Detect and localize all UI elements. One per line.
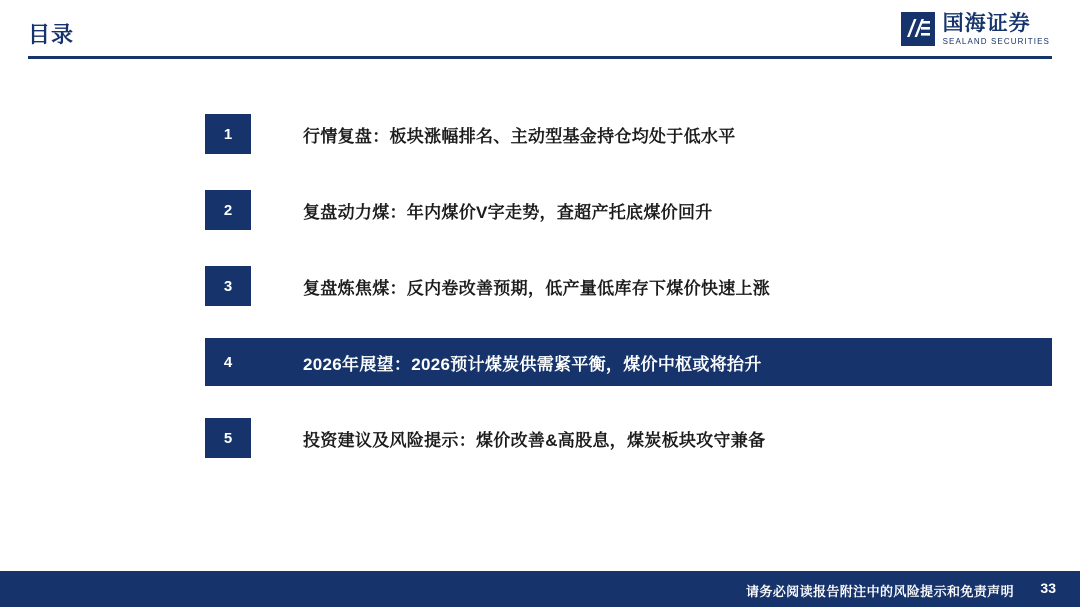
- toc-item-5-label: 投资建议及风险提示：煤价改善&高股息，煤炭板块攻守兼备: [303, 430, 766, 450]
- company-logo: [901, 12, 1050, 46]
- disclaimer-text: 请务必阅读报告附注中的风险提示和免责声明: [745, 584, 1014, 599]
- toc-item-5-number: 5: [205, 418, 251, 458]
- logo-company-name-en: SEALAND SECURITIES: [942, 36, 1050, 46]
- toc-item-1-number: 1: [205, 114, 251, 154]
- toc-item-2-label: 复盘动力煤：年内煤价V字走势，查超产托底煤价回升: [303, 202, 713, 222]
- logo-text: [943, 13, 1050, 46]
- header-divider: [28, 56, 1052, 59]
- logo-company-name-cn: 国海证券: [942, 11, 1031, 35]
- slide-header: [0, 0, 1080, 62]
- sealand-logo-mark-icon: [901, 12, 935, 46]
- toc-item-1-label: 行情复盘：板块涨幅排名、主动型基金持仓均处于低水平: [303, 126, 736, 146]
- toc-item-2-number: 2: [205, 190, 251, 230]
- toc-item-3-label: 复盘炼焦煤：反内卷改善预期，低产量低库存下煤价快速上涨: [303, 278, 771, 298]
- toc-item-2[interactable]: [0, 172, 1080, 248]
- toc-list: [0, 96, 1080, 476]
- toc-item-4-number: 4: [205, 338, 251, 386]
- slide-footer: [0, 571, 1080, 607]
- toc-item-5[interactable]: [0, 400, 1080, 476]
- toc-item-4-label: 2026年展望：2026预计煤炭供需紧平衡，煤价中枢或将抬升: [303, 354, 762, 374]
- page-title: 目录: [28, 22, 75, 47]
- toc-item-4[interactable]: [0, 324, 1080, 400]
- page-number: 33: [1040, 580, 1056, 596]
- toc-item-3-number: 3: [205, 266, 251, 306]
- toc-item-1[interactable]: [0, 96, 1080, 172]
- toc-item-3[interactable]: [0, 248, 1080, 324]
